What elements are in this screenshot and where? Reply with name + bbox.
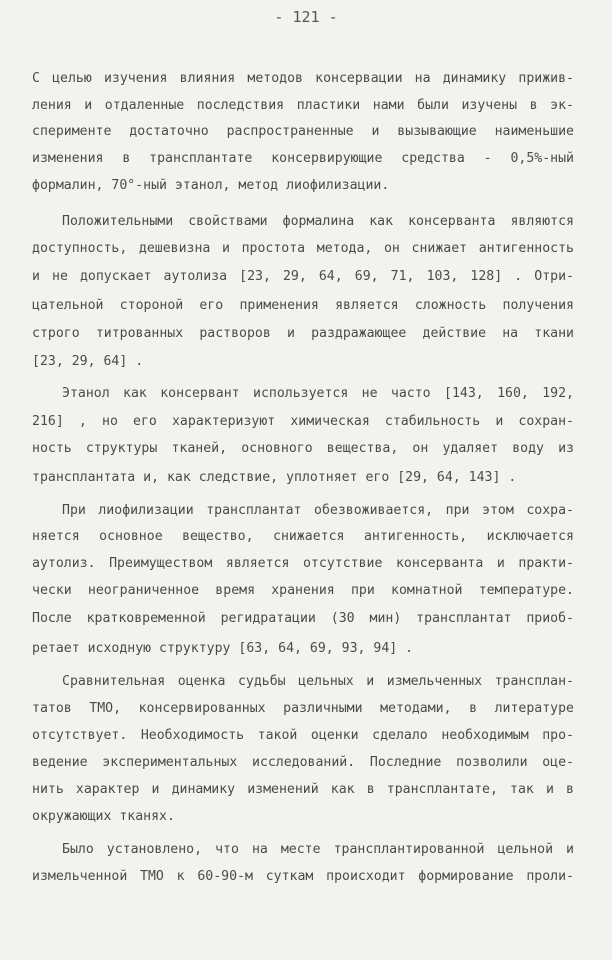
text-line-19: чески неограниченное время хранения при комнатной температуре. <box>32 583 574 598</box>
text-line-28: Было установлено, что на месте трансплантированной цельной и <box>62 842 574 857</box>
text-line-2: ления и отдаленные последствия пластики нами были изучены в эк- <box>32 98 574 113</box>
text-line-6: Положительными свойствами формалина как консерванта являются <box>62 214 574 229</box>
text-line-11: [23, 29, 64] . <box>32 354 144 369</box>
text-line-24: отсутствует. Необходимость такой оценки сделало необходимым про- <box>32 728 574 743</box>
text-line-8: и не допускает аутолиза [23, 29, 64, 69, 71, 103, 128] . Отри- <box>32 269 574 284</box>
text-line-23: татов ТМО, консервированных различными методами, в литературе <box>32 701 574 716</box>
text-line-9: цательной стороной его применения является сложность получения <box>32 298 574 313</box>
text-line-18: аутолиз. Преимуществом является отсутствие консерванта и практи- <box>32 556 574 571</box>
text-line-20: После кратковременной регидратации (30 мин) трансплантат приоб- <box>32 611 574 626</box>
text-line-14: ность структуры тканей, основного вещества, он удаляет воду из <box>32 441 574 456</box>
text-line-4: изменения в трансплантате консервирующие средства - 0,5%-ный <box>32 151 574 166</box>
text-line-29: измельченной ТМО к 60-90-м суткам происходит формирование проли- <box>32 869 574 884</box>
text-line-27: окружающих тканях. <box>32 809 175 824</box>
text-line-3: сперименте достаточно распространенные и вызывающие наименьшие <box>32 124 574 139</box>
text-line-26: нить характер и динамику изменений как в трансплантате, так и в <box>32 782 574 797</box>
text-line-16: При лиофилизации трансплантат обезвоживается, при этом сохра- <box>62 503 574 518</box>
text-line-7: доступность, дешевизна и простота метода, он снижает антигенность <box>32 241 574 256</box>
text-line-1: С целью изучения влияния методов консервации на динамику прижив- <box>32 71 574 86</box>
text-line-5: формалин, 70°-ный этанол, метод лиофилизации. <box>32 178 390 193</box>
text-line-12: Этанол как консервант используется не часто [143, 160, 192, <box>62 386 574 401</box>
text-line-13: 216] , но его характеризуют химическая стабильность и сохран- <box>32 414 574 429</box>
text-line-10: строго титрованных растворов и раздражающее действие на ткани <box>32 326 574 341</box>
text-line-15: трансплантата и, как следствие, уплотняет его [29, 64, 143] . <box>32 470 517 485</box>
text-line-21: ретает исходную структуру [63, 64, 69, 93, 94] . <box>32 641 414 656</box>
page-number: - 121 - <box>274 8 338 26</box>
text-line-17: няется основное вещество, снижается антигенность, исключается <box>32 529 574 544</box>
text-line-25: ведение экспериментальных исследований. Последние позволили оце- <box>32 755 574 770</box>
text-line-22: Сравнительная оценка судьбы цельных и измельченных трансплан- <box>62 674 574 689</box>
